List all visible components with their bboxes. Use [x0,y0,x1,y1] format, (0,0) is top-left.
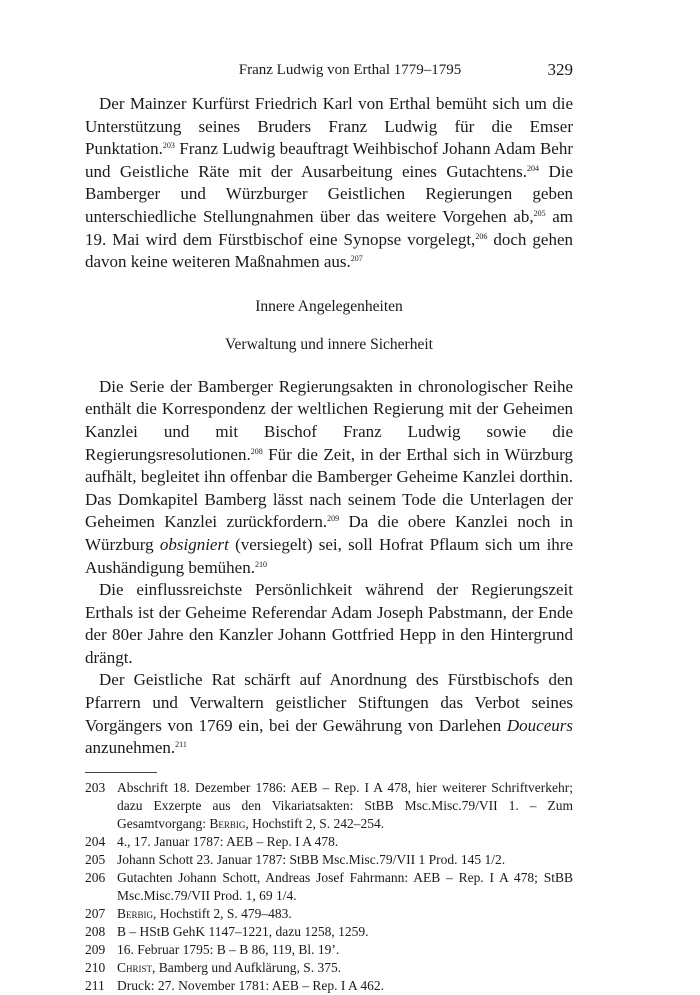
footnote-text-part: B – HStB GehK 1147–1221, dazu 1258, 1259. [117,923,369,939]
footnote-text [117,833,573,851]
footnote-ref: 208 [250,446,263,456]
footnote-ref: 207 [350,254,363,264]
footnote-text-part: 16. Februar 1795: B – B 86, 119, Bl. 19’. [117,941,340,957]
paragraph-text: Die Serie der Bamberger Regierungsakten in chronologischer Reihe enthält die Korrespondenz der weltlichen Regierung mit der Geheimen Kanzlei und mit Bischof Franz Ludwig sowie die Regierungsresolutionen. [85,376,573,464]
footnote-text [117,869,573,905]
footnote-text [117,779,573,833]
running-head: Franz Ludwig von Erthal 1779–1795 [238,62,462,78]
paragraph-text: Da die obere Kanzlei noch in Würzburg [85,512,573,554]
subsection-heading: Verwaltung und innere Sicherheit [225,335,433,353]
paragraph-text: (versiegelt) sei, soll Hofrat Pflaum sich um ihre Aushändigung bemühen. [85,534,573,577]
footnote-number: 210 [85,959,106,975]
footnote-number: 211 [85,977,105,993]
paragraph-text: Für die Zeit, in der Erthal sich in Würzburg aufhält, begleitet ihn offenbar die Bamberger Geheime Kanzlei dorthin. Das Domkapitel Bamberg lässt nach seinem Tode die Unterlagen der Geheimen Kanzlei zurückfordern. [85,444,573,532]
footnote-ref: 206 [475,231,488,241]
footnote [85,959,573,977]
footnote-text-part: Johann Schott 23. Januar 1787: StBB Msc.Misc.79/VII 1 Prod. 145 1/2. [117,851,506,867]
footnote-text-part: , Hochstift 2, S. 242–254. [245,815,385,831]
footnote-separator [85,772,157,773]
paragraph-text: anzunehmen. [85,738,176,758]
footnote-number: 206 [85,869,106,885]
footnote [85,833,573,851]
paragraph-text: Die Bamberger und Würzburger Geistlichen Regierungen geben unterschiedliche Stellungnahmen über das weitere Vorgehen ab, [85,161,573,226]
paragraph-text: am 19. Mai wird dem Fürstbischof eine Synopse vorgelegt, [85,206,573,249]
footnotes [85,779,573,995]
footnote-ref: 210 [254,559,267,569]
footnote-ref: 211 [175,740,187,750]
page-number: 329 [547,60,573,79]
footnote-ref: 209 [327,514,340,524]
paragraph-text: Franz Ludwig beauftragt Weihbischof Johann Adam Behr und Geistliche Räte mit der Ausarbeitung eines Gutachtens. [85,139,573,181]
footnote-number: 203 [85,779,106,795]
footnote [85,779,573,833]
footnote-ref: 205 [533,208,546,218]
footnote [85,851,573,869]
paragraph-text: Der Mainzer Kurfürst Friedrich Karl von Erthal bemüht sich um die Unterstützung seines Bruders Franz Ludwig für die Emser Punktation. [85,94,573,159]
footnote-text [117,941,573,959]
section-heading: Innere Angelegenheiten [255,297,403,315]
paragraph-1 [85,93,573,274]
main-text [85,93,573,995]
footnote-text-part: , Hochstift 2, S. 479–483. [153,905,292,921]
footnote-text [117,923,573,941]
footnote [85,977,573,995]
footnote-text-part: 4., 17. Januar 1787: AEB – Rep. I A 478. [117,833,339,849]
footnote [85,923,573,941]
paragraph-4 [85,669,573,759]
footnote [85,905,573,923]
footnote [85,941,573,959]
paragraph-text: doch gehen davon keine weiteren Maßnahmen aus. [85,229,573,272]
footnote-text-part: Abschrift 18. Dezember 1786: AEB – Rep. I A 478, hier weiterer Schriftverkehr; dazu Exzerpte aus den Vikariatsakten: StBB Msc.Misc.79/VII 1. – Zum Gesamtvorgang: [117,779,573,831]
footnote-text-part: Gutachten Johann Schott, Andreas Josef Fahrmann: AEB – Rep. I A 478; StBB Msc.Misc.79/VII Prod. 1, 69 1/4. [117,869,573,903]
footnote-text [117,851,573,869]
italic-term: obsigniert [159,534,229,554]
footnote-text-part: , Bamberg und Aufklärung, S. 375. [152,959,342,975]
footnote [85,869,573,905]
author-name: Berbig [117,905,154,921]
paragraph-2 [85,376,573,579]
footnote-number: 205 [85,851,106,867]
page-header [0,60,700,84]
author-name: Berbig [209,815,246,831]
author-name: Christ [117,959,153,975]
footnote-text-part: Druck: 27. November 1781: AEB – Rep. I A 462. [117,977,384,993]
paragraph-3: Die einflussreichste Persönlichkeit während der Regierungszeit Erthals ist der Geheime Referendar Adam Joseph Pabstmann, der Ende der 80er Jahre den Kanzler Johann Gottfried Hepp in den Hintergrund drängt. [85,580,573,667]
footnote-text [117,977,573,995]
footnote-number: 204 [85,833,106,849]
italic-term: Douceurs [506,715,573,735]
footnote-number: 208 [85,923,106,939]
footnote-number: 207 [85,905,106,921]
paragraph-text: Der Geistliche Rat schärft auf Anordnung des Fürstbischofs den Pfarrern und Verwaltern geistlicher Stiftungen das Verbot seines Vorgängers von 1769 ein, bei der Gewährung von Darlehen [85,670,573,735]
footnote-number: 209 [85,941,106,957]
footnote-text [117,959,573,977]
footnote-text [117,905,573,923]
footnote-ref: 203 [162,141,175,151]
footnote-ref: 204 [527,163,540,173]
